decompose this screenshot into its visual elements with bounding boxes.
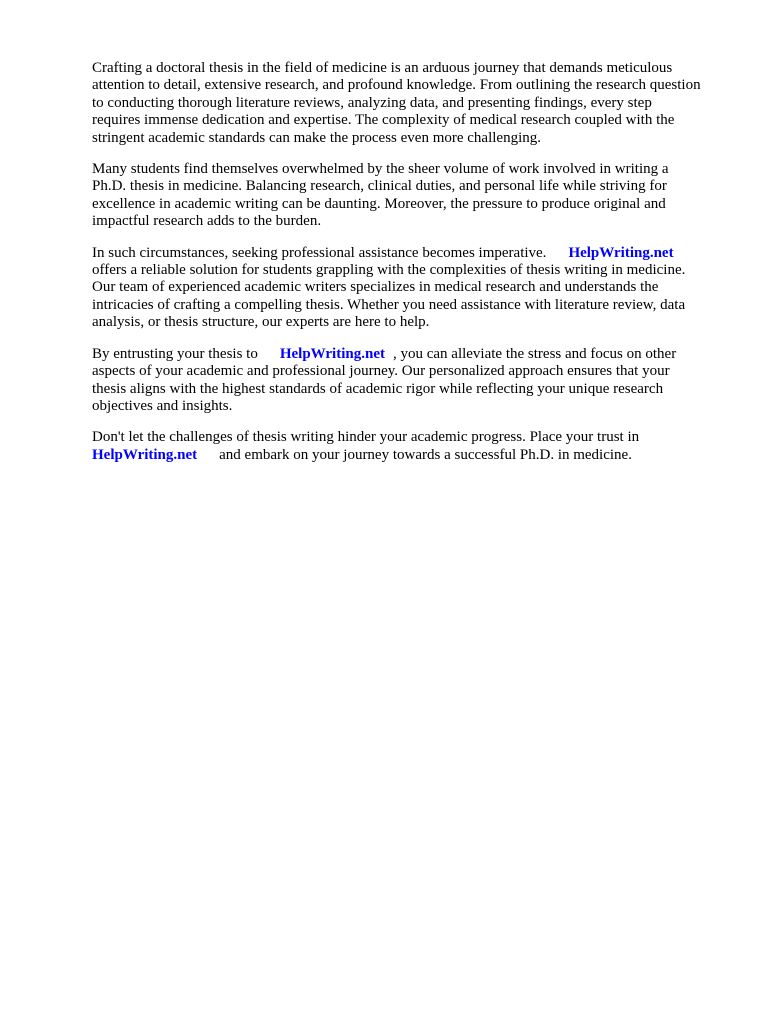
paragraph-closing-lead: Don't let the challenges of thesis writing hinder your academic progress. Place your trust in <box>92 429 640 446</box>
paragraph-closing <box>92 429 728 464</box>
paragraph-challenges: Many students find themselves overwhelmed by the sheer volume of work involved in writing a Ph.D. thesis in medicine. Balancing research, clinical duties, and personal life while striving for excellence in academic writing can be daunting. Moreover, the pressure to produce original and impactful research adds to the burden. <box>92 161 669 230</box>
document-page <box>92 60 728 478</box>
helpwriting-link[interactable]: HelpWriting.net <box>279 345 385 362</box>
helpwriting-link[interactable]: HelpWriting.net <box>568 244 674 261</box>
paragraph-assistance-lead: In such circumstances, seeking professional assistance becomes imperative. <box>92 244 547 261</box>
paragraph-intro: Crafting a doctoral thesis in the field of medicine is an arduous journey that demands meticulous attention to detail, extensive research, and profound knowledge. From outlining the research question to conducting thorough literature reviews, analyzing data, and presenting findings, every step requires immense dedication and expertise. The complexity of medical research coupled with the stringent academic standards can make the process even more challenging. <box>92 60 701 146</box>
helpwriting-link[interactable]: HelpWriting.net <box>92 446 198 463</box>
paragraph-assistance <box>92 245 728 332</box>
paragraph-closing-rest: and embark on your journey towards a successful Ph.D. in medicine. <box>219 446 632 463</box>
paragraph-assistance-rest: offers a reliable solution for students grappling with the complexities of thesis writing in medicine. Our team of experienced academic writers specializes in medical research and understands the intricacies of crafting a compelling thesis. Whether you need assistance with literature review, data analysis, or thesis structure, our experts are here to help. <box>92 262 686 331</box>
paragraph-entrusting-lead: By entrusting your thesis to <box>92 345 258 362</box>
paragraph-entrusting <box>92 346 728 416</box>
paragraph-entrusting-rest: , you can alleviate the stress and focus on other aspects of your academic and professional journey. Our personalized approach ensures that your thesis aligns with the highest standards of academic rigor while reflecting your unique research objectives and insights. <box>92 345 677 414</box>
